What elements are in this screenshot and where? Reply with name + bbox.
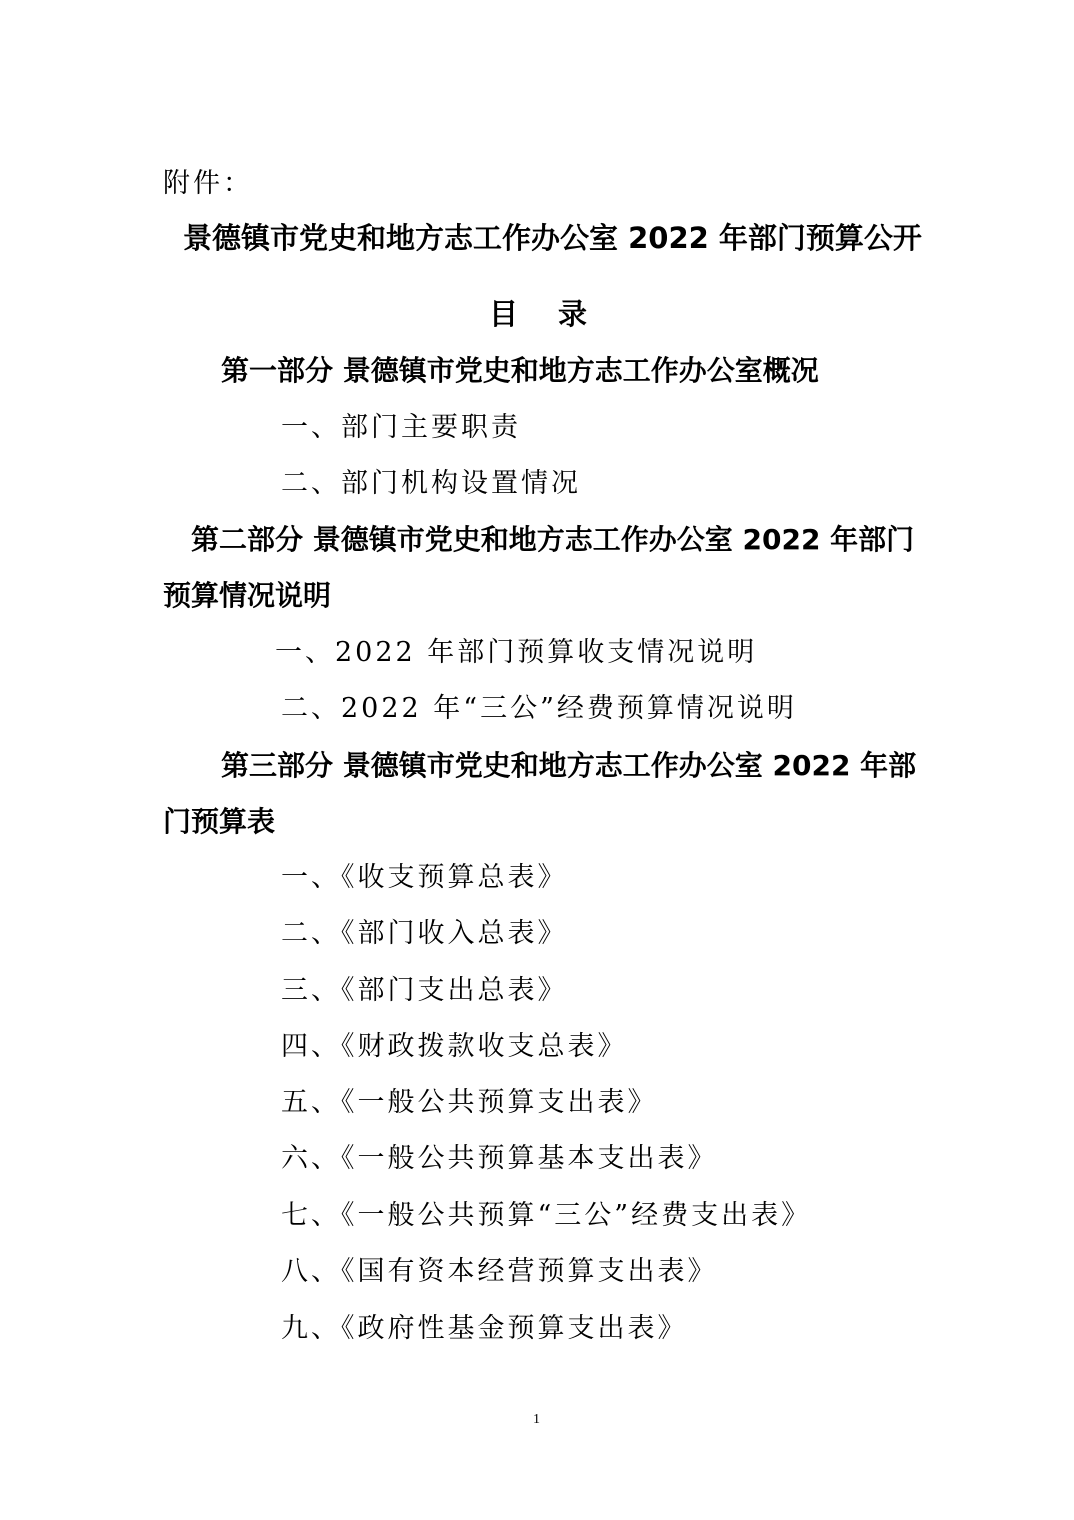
part3-item-4: 四、《财政拨款收支总表》	[281, 1031, 628, 1062]
part3-item-3: 三、《部门支出总表》	[281, 975, 568, 1006]
part1-item-2: 二、部门机构设置情况	[281, 468, 581, 499]
part3-item-1: 一、《收支预算总表》	[281, 862, 568, 893]
part3-item-5: 五、《一般公共预算支出表》	[281, 1087, 658, 1118]
part3-item-8: 八、《国有资本经营预算支出表》	[281, 1256, 718, 1287]
part2-item-1: 一、2022 年部门预算收支情况说明	[275, 637, 758, 668]
toc-heading	[489, 297, 588, 331]
attachment-label: 附件：	[163, 168, 253, 199]
part3-item-2: 二、《部门收入总表》	[281, 918, 568, 949]
page-number: 1	[533, 1412, 540, 1427]
toc-heading-char-1: 目	[489, 297, 519, 331]
part2-item-2: 二、2022 年“三公”经费预算情况说明	[281, 693, 797, 724]
document-title: 景德镇市党史和地方志工作办公室 2022 年部门预算公开	[183, 221, 922, 255]
part3-heading-line-1: 第三部分 景德镇市党史和地方志工作办公室 2022 年部	[221, 749, 917, 782]
part3-item-7: 七、《一般公共预算“三公”经费支出表》	[281, 1200, 812, 1231]
part3-item-6: 六、《一般公共预算基本支出表》	[281, 1143, 718, 1174]
part1-heading: 第一部分 景德镇市党史和地方志工作办公室概况	[221, 354, 819, 387]
part2-heading-line-1: 第二部分 景德镇市党史和地方志工作办公室 2022 年部门	[191, 523, 915, 556]
part3-heading-line-2: 门预算表	[163, 805, 276, 838]
part3-item-9: 九、《政府性基金预算支出表》	[281, 1313, 688, 1344]
part2-heading-line-2: 预算情况说明	[163, 579, 332, 612]
part1-item-1: 一、部门主要职责	[281, 412, 521, 443]
toc-heading-char-2: 录	[558, 297, 588, 331]
